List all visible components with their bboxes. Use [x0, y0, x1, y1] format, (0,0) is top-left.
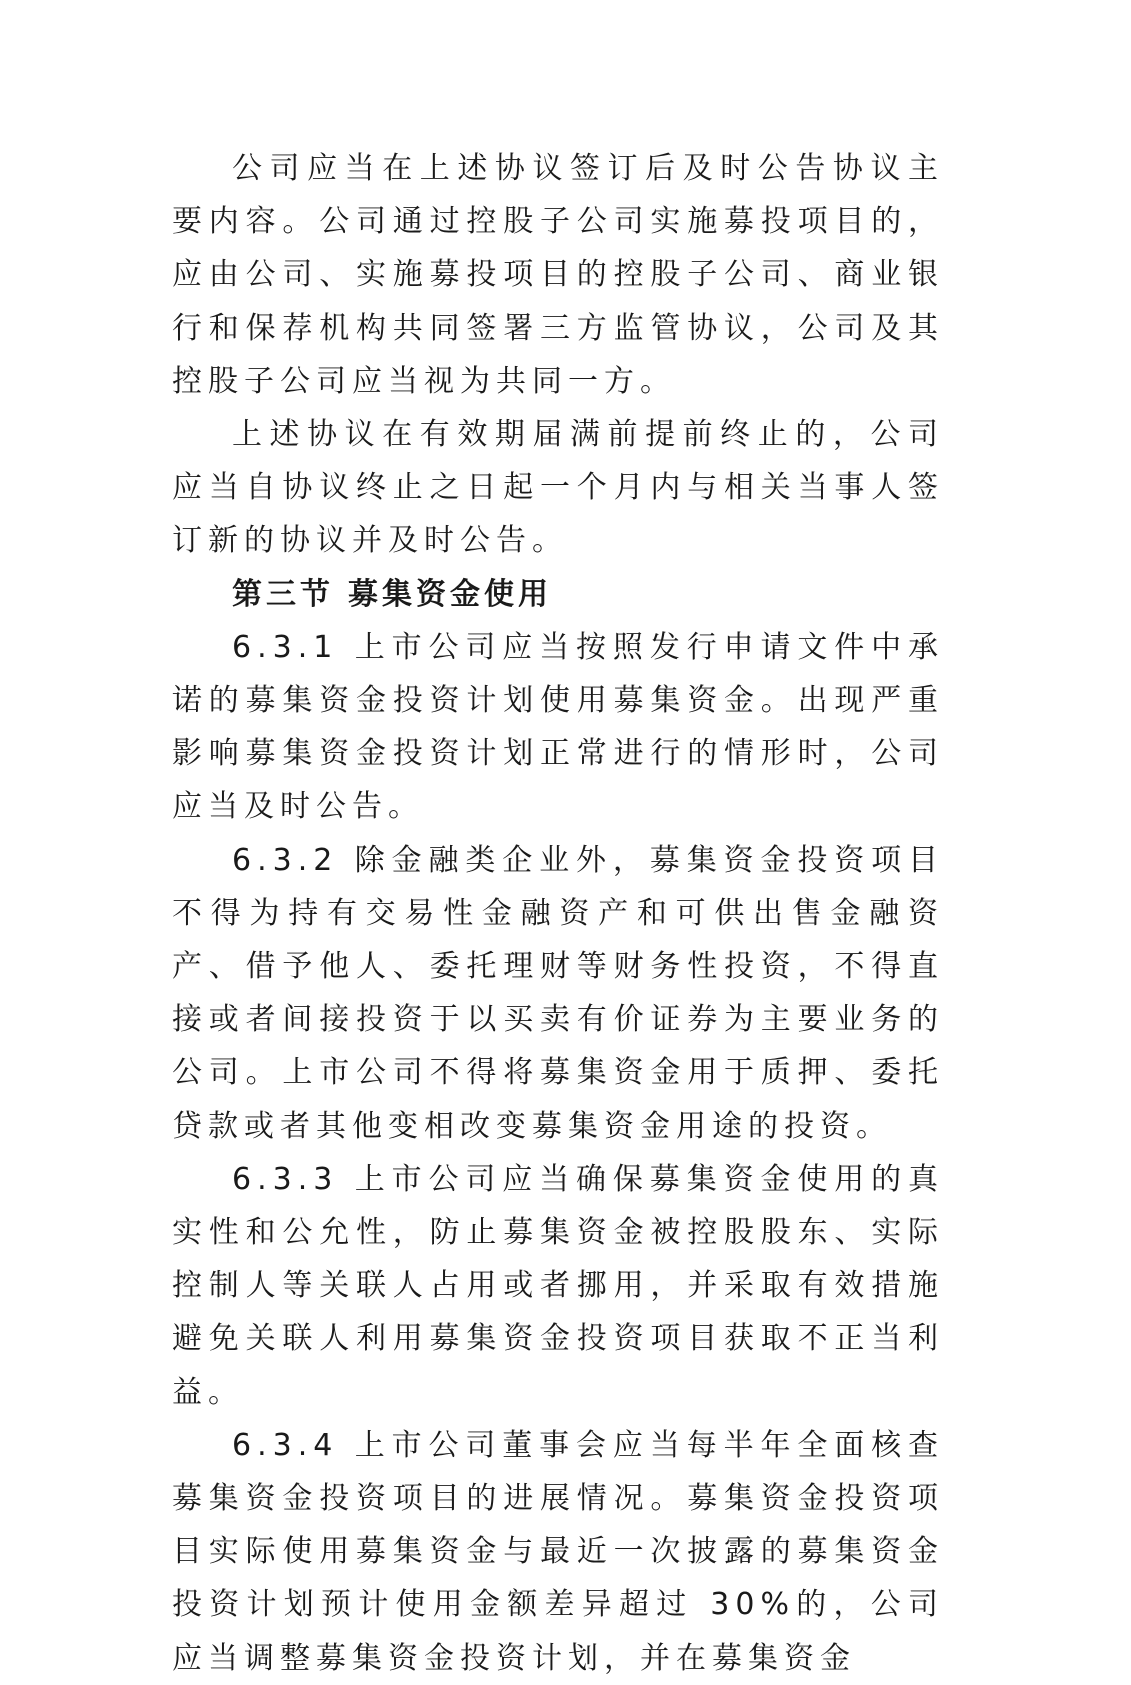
- section-number: 第三节: [232, 576, 334, 612]
- paragraph-agreement-termination: 上述协议在有效期届满前提前终止的，公司应当自协议终止之日起一个月内与相关当事人签订新的协议并及时公告。: [172, 417, 944, 559]
- clause-6-3-3: 6.3.3 上市公司应当确保募集资金使用的真实性和公允性，防止募集资金被控股股东、实际控制人等关联人占用或者挪用，并采取有效措施避免关联人利用募集资金投资项目获取不正当利益。: [172, 1161, 944, 1410]
- clause-6-3-1: 6.3.1 上市公司应当按照发行申请文件中承诺的募集资金投资计划使用募集资金。出现严重影响募集资金投资计划正常进行的情形时，公司应当及时公告。: [172, 629, 944, 825]
- section-title: 募集资金使用: [348, 576, 552, 612]
- document-body: [172, 142, 944, 1685]
- clause-6-3-2: 6.3.2 除金融类企业外，募集资金投资项目不得为持有交易性金融资产和可供出售金融资产、借予他人、委托理财等财务性投资，不得直接或者间接投资于以买卖有价证券为主要业务的公司。上市公司不得将募集资金用于质押、委托贷款或者其他变相改变募集资金用途的投资。: [172, 842, 944, 1144]
- clause-6-3-4: 6.3.4 上市公司董事会应当每半年全面核查募集资金投资项目的进展情况。募集资金投资项目实际使用募集资金与最近一次披露的募集资金投资计划预计使用金额差异超过 30%的，公司应当调整募集资金投资计划，并在募集资金: [172, 1427, 944, 1676]
- paragraph-agreement-announcement: 公司应当在上述协议签订后及时公告协议主要内容。公司通过控股子公司实施募投项目的，应由公司、实施募投项目的控股子公司、商业银行和保荐机构共同签署三方监管协议，公司及其控股子公司应当视为共同一方。: [172, 151, 944, 399]
- section-heading: [172, 568, 944, 621]
